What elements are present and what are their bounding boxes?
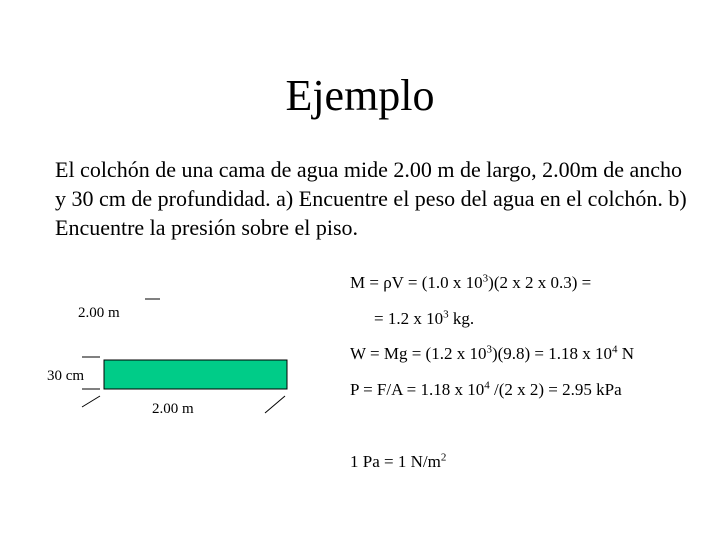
perspective-line-right — [265, 396, 285, 413]
equation-pressure: P = F/A = 1.18 x $10^4$ /(2 x 2) = 2.95 kPa — [350, 379, 622, 399]
label-top-length: 2.00 m — [78, 305, 120, 321]
label-depth: 30 cm — [47, 368, 85, 384]
label-bottom-length: 2.00 m — [152, 401, 194, 417]
problem-statement: El colchón de una cama de agua mide 2.00 m de largo, 2.00m de ancho y 30 cm de profundidad. a) Encuentre el peso del agua en el colchón. b) Encuentre la presión sobre el piso. — [55, 157, 687, 240]
equation-weight: W = Mg = (1.2 x $10^3)(9.8) = 1.18$ x $10^4$ N — [350, 343, 635, 363]
perspective-line-left — [82, 396, 100, 407]
slide-title: Ejemplo — [285, 71, 435, 120]
equation-unit: 1 Pa = 1 $N/m^2$ — [350, 451, 447, 471]
mattress-box — [104, 360, 287, 389]
equation-mass: M = ρV = (1.0 x $10^3)(2$ x 2 x 0.3) = — [350, 272, 592, 292]
equation-mass-result: = 1.2 x $10^3$ kg. — [374, 308, 475, 328]
